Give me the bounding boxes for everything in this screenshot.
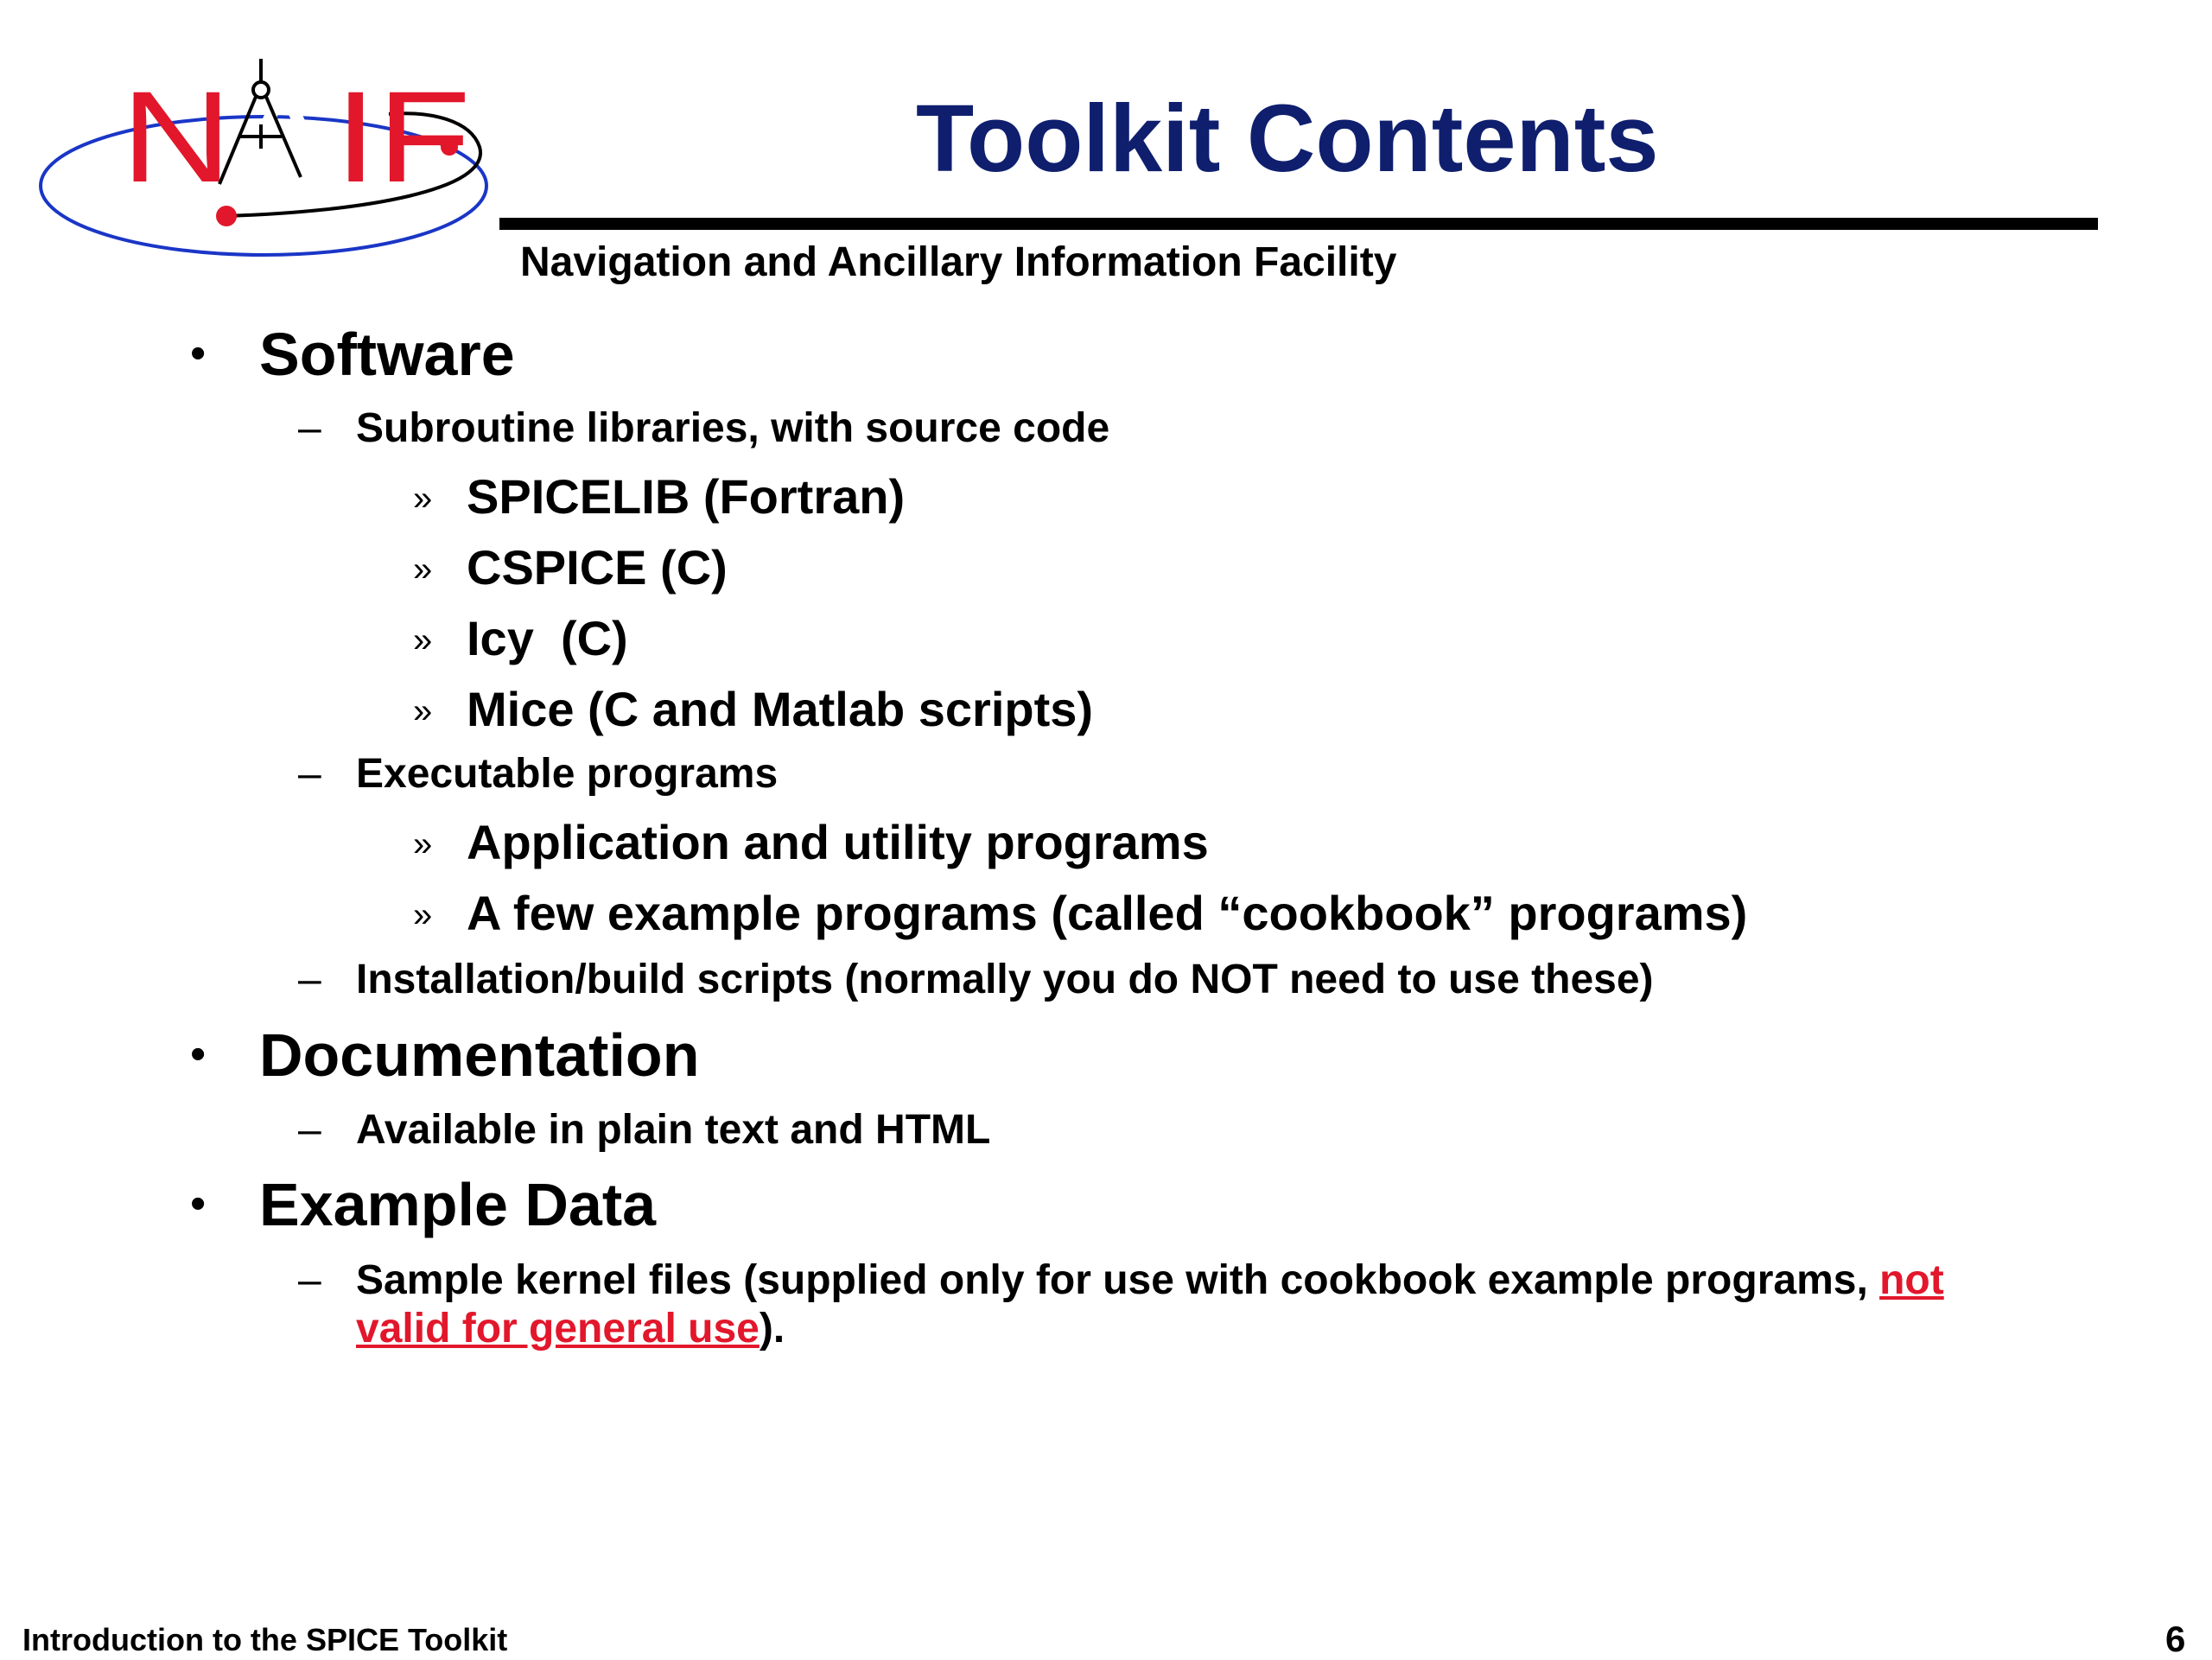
chevron-marker: » xyxy=(413,692,433,730)
library-item-label: Mice (C and Matlab scripts) xyxy=(467,682,1094,736)
subitem-formats xyxy=(298,1106,990,1154)
documentation-heading: Documentation xyxy=(259,1021,700,1089)
scripts-label: Installation/build scripts (normally you do NOT need to use these) xyxy=(356,957,1654,1002)
kernels-warning: not xyxy=(1879,1257,1944,1303)
page-number: 6 xyxy=(2165,1619,2186,1659)
example-data-heading: Example Data xyxy=(259,1171,657,1238)
bullet-marker: • xyxy=(190,1179,207,1229)
kernels-warning-continued: valid for general use xyxy=(356,1306,760,1352)
library-item-label: Icy (C) xyxy=(467,611,628,665)
dash-marker: – xyxy=(298,405,321,451)
logo-wordmark: N A IF xyxy=(121,64,450,209)
subitem-libraries xyxy=(298,404,1109,452)
library-item-label: CSPICE (C) xyxy=(467,540,728,595)
slide-title: Toolkit Contents xyxy=(916,86,1659,192)
executable-item-applications xyxy=(413,816,1209,869)
libraries-label: Subroutine libraries, with source code xyxy=(356,405,1110,451)
executable-item-label: Application and utility programs xyxy=(467,815,1209,869)
naif-logo xyxy=(35,52,501,277)
chevron-marker: » xyxy=(413,550,433,588)
executable-item-label: A few example programs (called “cookbook” programs) xyxy=(467,886,1748,940)
formats-label: Available in plain text and HTML xyxy=(356,1107,991,1153)
chevron-marker: » xyxy=(413,480,433,518)
slide-subtitle: Navigation and Ancillary Information Facility xyxy=(520,239,1397,285)
footer-title: Introduction to the SPICE Toolkit xyxy=(22,1622,508,1657)
dash-marker: – xyxy=(298,1107,321,1153)
subitem-scripts xyxy=(298,956,1654,1003)
bullet-example-data xyxy=(190,1172,656,1238)
bullet-documentation xyxy=(190,1022,699,1089)
library-item-spicelib xyxy=(413,470,905,524)
bullet-marker: • xyxy=(190,1029,207,1079)
dash-marker: – xyxy=(298,1257,321,1303)
kernels-end: ). xyxy=(759,1306,785,1352)
dash-marker: – xyxy=(298,957,321,1002)
library-item-label: SPICELIB (Fortran) xyxy=(467,469,906,524)
subitem-kernels xyxy=(298,1256,1944,1353)
library-item-icy xyxy=(413,612,628,665)
software-heading: Software xyxy=(259,321,515,388)
executables-label: Executable programs xyxy=(356,751,779,797)
library-item-cspice xyxy=(413,541,728,595)
executable-item-cookbook xyxy=(413,887,1747,940)
bullet-software xyxy=(190,321,515,388)
title-divider xyxy=(499,218,2098,230)
library-item-mice xyxy=(413,683,1093,736)
bullet-marker: • xyxy=(190,328,207,378)
subitem-executables xyxy=(298,750,778,798)
dash-marker: – xyxy=(298,751,321,797)
chevron-marker: » xyxy=(413,825,433,863)
chevron-marker: » xyxy=(413,896,433,934)
kernels-text: Sample kernel files (supplied only for use with cookbook example programs, xyxy=(356,1257,1880,1303)
chevron-marker: » xyxy=(413,621,433,659)
